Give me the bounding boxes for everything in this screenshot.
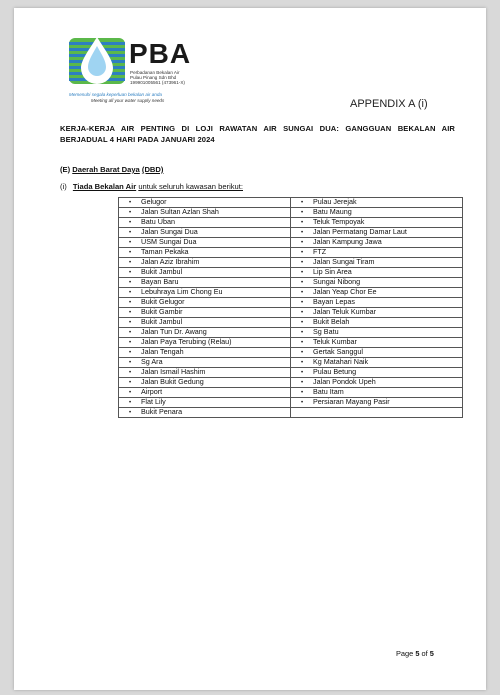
bullet-icon: •: [128, 280, 132, 286]
bullet-icon: •: [300, 270, 304, 276]
area-cell-right: [291, 378, 463, 388]
area-name: Jalan Teluk Kumbar: [313, 307, 376, 316]
area-cell-right: [291, 288, 463, 298]
area-cell-right: [291, 328, 463, 338]
area-cell-right: [291, 348, 463, 358]
area-name: Pulau Jerejak: [313, 197, 357, 206]
bullet-icon: •: [300, 370, 304, 376]
area-cell-right: [291, 278, 463, 288]
area-name: Bukit Gelugor: [141, 297, 185, 306]
area-name: Jalan Aziz Ibrahim: [141, 257, 200, 266]
area-name: Jalan Sungai Dua: [141, 227, 198, 236]
area-cell-left: [119, 298, 291, 308]
area-cell-left: [119, 318, 291, 328]
bullet-icon: •: [300, 300, 304, 306]
document-page: [14, 8, 486, 690]
bullet-icon: •: [128, 330, 132, 336]
area-cell-right: [291, 218, 463, 228]
table-row: [119, 248, 463, 258]
bullet-icon: •: [300, 230, 304, 236]
area-name: Batu Uban: [141, 217, 175, 226]
area-cell-right: [291, 208, 463, 218]
area-cell-left: [119, 348, 291, 358]
table-row: [119, 338, 463, 348]
bullet-icon: •: [300, 280, 304, 286]
area-name: USM Sungai Dua: [141, 237, 197, 246]
table-row: [119, 278, 463, 288]
bullet-icon: •: [300, 360, 304, 366]
area-name: Bukit Jambul: [141, 317, 183, 326]
area-cell-right: [291, 368, 463, 378]
page-footer: [396, 649, 434, 658]
area-name: Jalan Yeap Chor Ee: [313, 287, 377, 296]
area-cell-left: [119, 198, 291, 208]
area-name: Sg Ara: [141, 357, 163, 366]
bullet-icon: •: [128, 210, 132, 216]
area-name: Jalan Sungai Tiram: [313, 257, 375, 266]
area-cell-right: [291, 238, 463, 248]
area-name: Bukit Gambir: [141, 307, 183, 316]
area-name: Jalan Paya Terubing (Relau): [141, 337, 232, 346]
areas-table: [118, 197, 463, 418]
area-name: Sungai Nibong: [313, 277, 361, 286]
area-name: Gelugor: [141, 197, 167, 206]
area-name: Jalan Tengah: [141, 347, 184, 356]
area-name: Taman Pekaka: [141, 247, 189, 256]
section-heading: [60, 165, 163, 174]
table-row: [119, 218, 463, 228]
bullet-icon: •: [128, 230, 132, 236]
table-row: [119, 368, 463, 378]
area-cell-left: [119, 248, 291, 258]
table-row: [119, 308, 463, 318]
section-label: Daerah Barat Daya: [72, 165, 140, 174]
area-name: Bayan Lepas: [313, 297, 355, 306]
area-cell-left: [119, 408, 291, 418]
bullet-icon: •: [128, 270, 132, 276]
table-row: [119, 288, 463, 298]
table-row: [119, 408, 463, 418]
table-row: [119, 388, 463, 398]
bullet-icon: •: [128, 400, 132, 406]
bullet-icon: •: [128, 360, 132, 366]
bullet-icon: •: [128, 200, 132, 206]
area-cell-right: [291, 358, 463, 368]
area-name: Batu Maung: [313, 207, 352, 216]
table-row: [119, 378, 463, 388]
area-name: Jalan Bukit Gedung: [141, 377, 204, 386]
area-name: Pulau Betung: [313, 367, 357, 376]
bullet-icon: •: [300, 330, 304, 336]
area-cell-right: [291, 308, 463, 318]
area-name: Flat Lily: [141, 397, 166, 406]
bullet-icon: •: [300, 260, 304, 266]
area-cell-left: [119, 328, 291, 338]
area-name: Airport: [141, 387, 163, 396]
bullet-icon: •: [300, 340, 304, 346]
appendix-label: APPENDIX A (i): [350, 98, 428, 110]
footer-current-page: 5: [415, 649, 420, 658]
table-row: [119, 328, 463, 338]
area-cell-right: [291, 198, 463, 208]
footer-of-word: of: [421, 649, 428, 658]
area-cell-right: [291, 268, 463, 278]
table-row: [119, 228, 463, 238]
logo-registration: 199901005561 (473961-X): [130, 80, 185, 85]
bullet-icon: •: [128, 310, 132, 316]
area-cell-left: [119, 268, 291, 278]
area-cell-right: [291, 398, 463, 408]
area-cell-left: [119, 208, 291, 218]
table-row: [119, 348, 463, 358]
area-cell-left: [119, 228, 291, 238]
area-cell-right: [291, 338, 463, 348]
area-name: Persiaran Mayang Pasir: [313, 397, 390, 406]
logo-company-line1: Perbadanan Bekalan Air: [130, 70, 180, 75]
bullet-icon: •: [300, 250, 304, 256]
area-name: Teluk Kumbar: [313, 337, 357, 346]
bullet-icon: •: [300, 380, 304, 386]
area-cell-right: [291, 258, 463, 268]
area-name: Jalan Ismail Hashim: [141, 367, 206, 376]
bullet-icon: •: [128, 390, 132, 396]
area-cell-left: [119, 288, 291, 298]
area-name: Jalan Pondok Upeh: [313, 377, 376, 386]
area-name: Gertak Sanggul: [313, 347, 363, 356]
bullet-icon: •: [128, 410, 132, 416]
document-title: KERJA-KERJA AIR PENTING DI LOJI RAWATAN AIR SUNGAI DUA: GANGGUAN BEKALAN AIR BERJADUAL 4 HARI PADA JANUARI 2024: [60, 124, 455, 144]
bullet-icon: •: [128, 380, 132, 386]
table-row: [119, 398, 463, 408]
bullet-icon: •: [128, 240, 132, 246]
table-row: [119, 258, 463, 268]
bullet-icon: •: [300, 350, 304, 356]
table-row: [119, 208, 463, 218]
area-cell-left: [119, 378, 291, 388]
area-name: Lebuhraya Lim Chong Eu: [141, 287, 223, 296]
subsection-number: (i): [60, 182, 67, 191]
area-cell-right: [291, 298, 463, 308]
bullet-icon: •: [300, 310, 304, 316]
area-cell-left: [119, 388, 291, 398]
area-cell-right: [291, 388, 463, 398]
logo-wordmark: PBA: [129, 38, 192, 69]
bullet-icon: •: [300, 400, 304, 406]
logo-tagline-malay: Memenuhi segala keperluan bekalan air anda: [69, 92, 162, 97]
bullet-icon: •: [300, 210, 304, 216]
subsection-bold: Tiada Bekalan Air: [72, 182, 137, 191]
table-row: [119, 318, 463, 328]
area-cell-left: [119, 308, 291, 318]
bullet-icon: •: [128, 350, 132, 356]
area-cell-left: [119, 278, 291, 288]
area-cell-right: [291, 318, 463, 328]
bullet-icon: •: [128, 250, 132, 256]
table-row: [119, 268, 463, 278]
area-cell-left: [119, 358, 291, 368]
area-cell-left: [119, 368, 291, 378]
area-cell-left: [119, 398, 291, 408]
area-name: Jalan Kampung Jawa: [313, 237, 382, 246]
area-cell-right: [291, 408, 463, 418]
area-name: Sg Batu: [313, 327, 339, 336]
logo-company-line2: Pulau Pinang Sdn Bhd: [130, 75, 177, 80]
footer-page-word: Page: [396, 649, 414, 658]
pba-logo: [69, 34, 229, 114]
bullet-icon: •: [128, 300, 132, 306]
bullet-icon: •: [128, 320, 132, 326]
bullet-icon: •: [300, 200, 304, 206]
area-name: Bukit Penara: [141, 407, 183, 416]
area-name: Teluk Tempoyak: [313, 217, 365, 226]
bullet-icon: •: [300, 220, 304, 226]
area-name: FTZ: [313, 247, 327, 256]
bullet-icon: •: [300, 320, 304, 326]
area-name: Bukit Belah: [313, 317, 350, 326]
table-row: [119, 238, 463, 248]
logo-tagline-english: Meeting all your water supply needs: [91, 98, 165, 103]
subsection-heading: [60, 182, 243, 191]
area-cell-left: [119, 218, 291, 228]
area-name: Bayan Baru: [141, 277, 179, 286]
area-name: Batu Itam: [313, 387, 344, 396]
bullet-icon: •: [300, 290, 304, 296]
footer-total-pages: 5: [429, 649, 434, 658]
area-cell-right: [291, 248, 463, 258]
bullet-icon: •: [128, 370, 132, 376]
area-name: Jalan Permatang Damar Laut: [313, 227, 407, 236]
area-name: Jalan Sultan Azlan Shah: [141, 207, 219, 216]
area-cell-left: [119, 258, 291, 268]
area-name: Kg Matahari Naik: [313, 357, 369, 366]
area-cell-right: [291, 228, 463, 238]
pba-logo-icon: [69, 34, 125, 86]
section-code: (DBD): [141, 165, 164, 174]
bullet-icon: •: [128, 220, 132, 226]
bullet-icon: •: [300, 240, 304, 246]
bullet-icon: •: [128, 260, 132, 266]
table-row: [119, 298, 463, 308]
area-name: Bukit Jambul: [141, 267, 183, 276]
bullet-icon: •: [300, 390, 304, 396]
area-cell-left: [119, 238, 291, 248]
table-row: [119, 358, 463, 368]
table-row: [119, 198, 463, 208]
bullet-icon: •: [128, 340, 132, 346]
section-prefix: (E): [60, 165, 71, 174]
area-cell-left: [119, 338, 291, 348]
subsection-rest: untuk seluruh kawasan berikut:: [138, 182, 243, 191]
area-name: Jalan Tun Dr. Awang: [141, 327, 207, 336]
area-name: Lip Sin Area: [313, 267, 352, 276]
bullet-icon: •: [128, 290, 132, 296]
